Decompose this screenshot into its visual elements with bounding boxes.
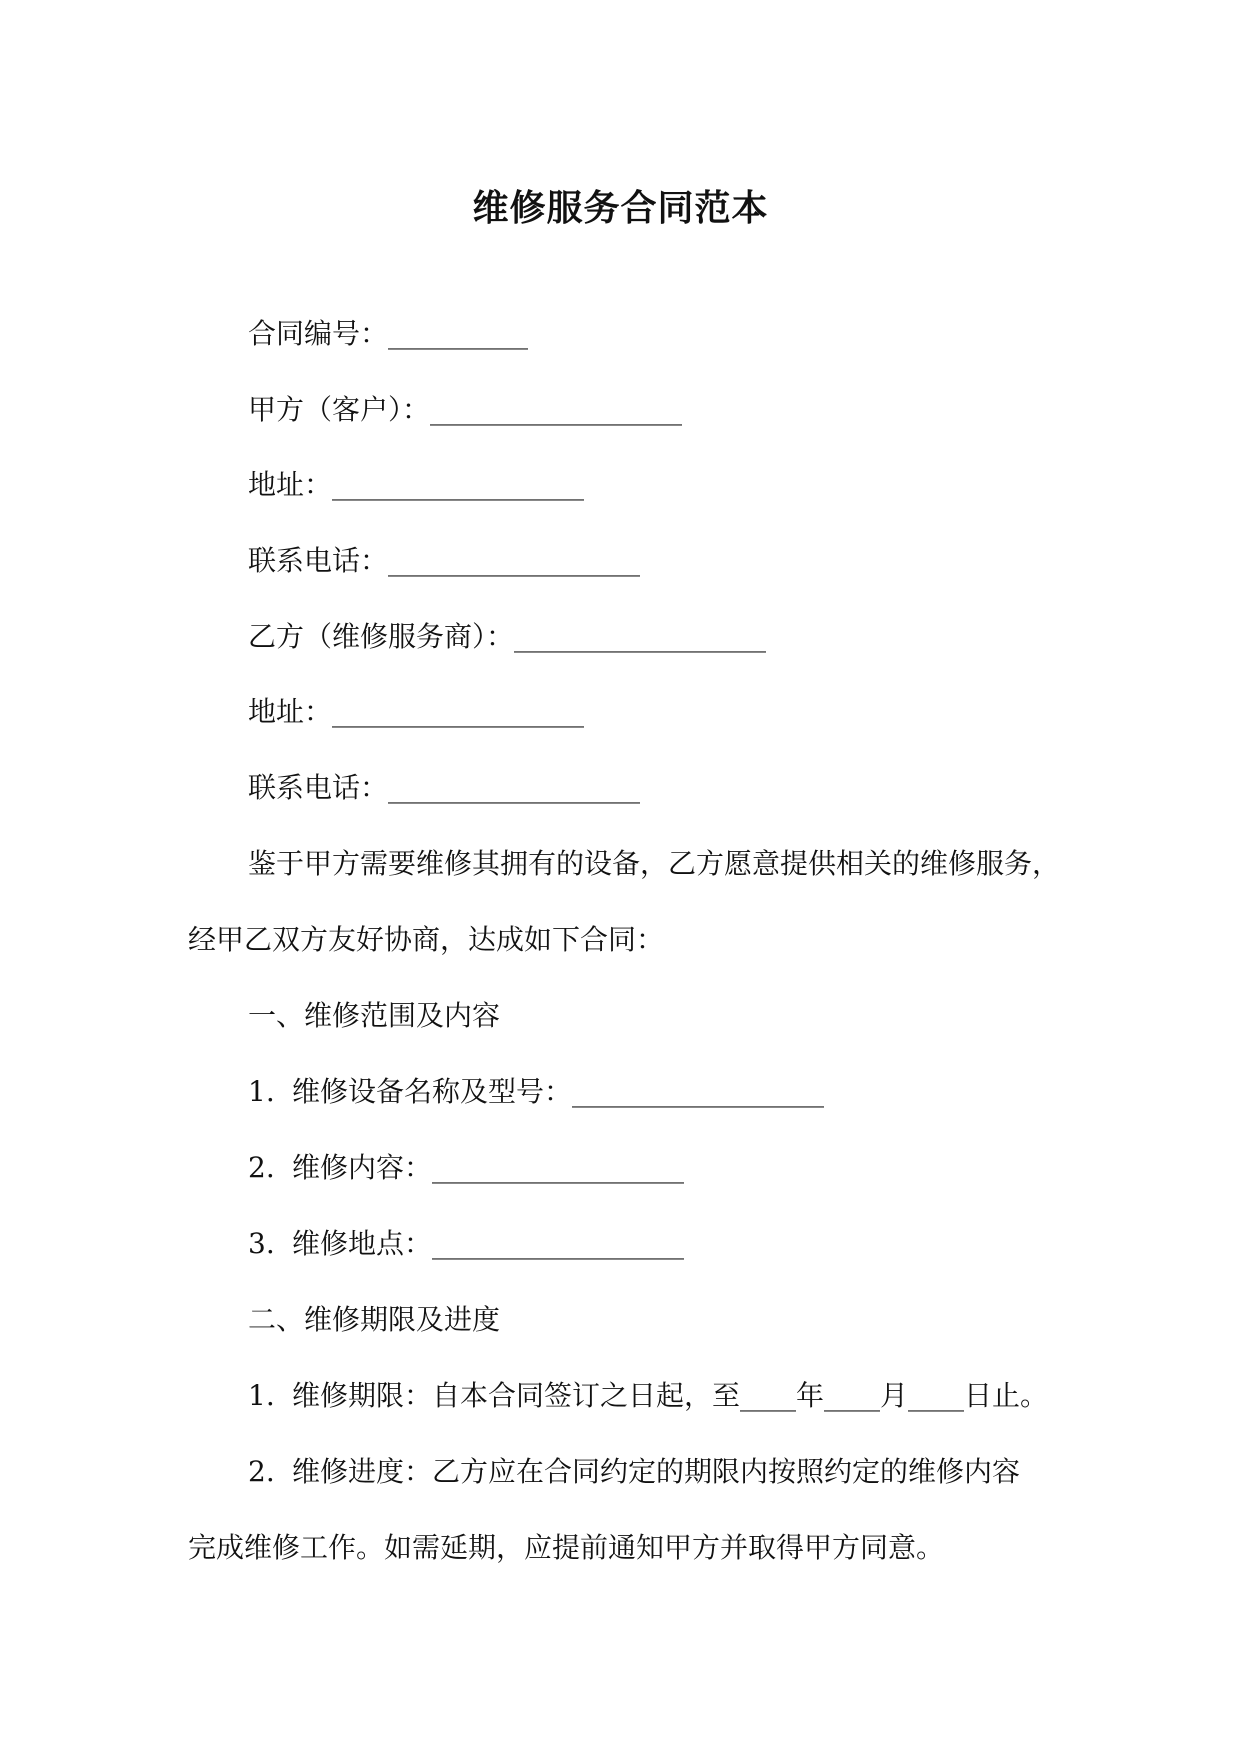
preamble-line-2: 经甲乙双方友好协商，达成如下合同： bbox=[188, 923, 665, 956]
item-text: 维修设备名称及型号：__________________ bbox=[292, 1075, 825, 1108]
party-b-address-line: 地址：__________________ bbox=[248, 695, 585, 728]
section-2-item bbox=[248, 1452, 1020, 1492]
section-2-continuation: 完成维修工作。如需延期，应提前通知甲方并取得甲方同意。 bbox=[188, 1531, 945, 1564]
party-b-line: 乙方（维修服务商）：__________________ bbox=[248, 620, 767, 653]
party-a-address-line: 地址：__________________ bbox=[248, 468, 585, 501]
document-title: 维修服务合同范本 bbox=[472, 188, 769, 229]
section-1-heading: 一、维修范围及内容 bbox=[248, 999, 501, 1032]
contract-number-line: 合同编号：__________ bbox=[248, 317, 529, 350]
section-1-item bbox=[248, 1072, 824, 1112]
item-text: 维修内容：__________________ bbox=[292, 1151, 685, 1184]
item-number: 2. bbox=[248, 1455, 275, 1488]
preamble-line-1: 鉴于甲方需要维修其拥有的设备，乙方愿意提供相关的维修服务， bbox=[248, 847, 1061, 880]
item-number: 2. bbox=[248, 1151, 275, 1184]
item-number: 1. bbox=[248, 1075, 275, 1108]
party-a-phone-line: 联系电话：__________________ bbox=[248, 544, 641, 577]
party-a-line: 甲方（客户）：__________________ bbox=[248, 393, 683, 426]
item-text: 维修地点：__________________ bbox=[292, 1227, 685, 1260]
item-number: 1. bbox=[248, 1379, 275, 1412]
section-2-item bbox=[248, 1376, 1048, 1416]
section-2-heading: 二、维修期限及进度 bbox=[248, 1303, 501, 1336]
section-1-item bbox=[248, 1148, 684, 1188]
section-1-item bbox=[248, 1224, 684, 1264]
item-text: 维修进度：乙方应在合同约定的期限内按照约定的维修内容 bbox=[292, 1455, 1021, 1488]
item-number: 3. bbox=[248, 1227, 275, 1260]
item-text: 维修期限：自本合同签订之日起，至____年____月____日止。 bbox=[292, 1379, 1049, 1412]
party-b-phone-line: 联系电话：__________________ bbox=[248, 771, 641, 804]
